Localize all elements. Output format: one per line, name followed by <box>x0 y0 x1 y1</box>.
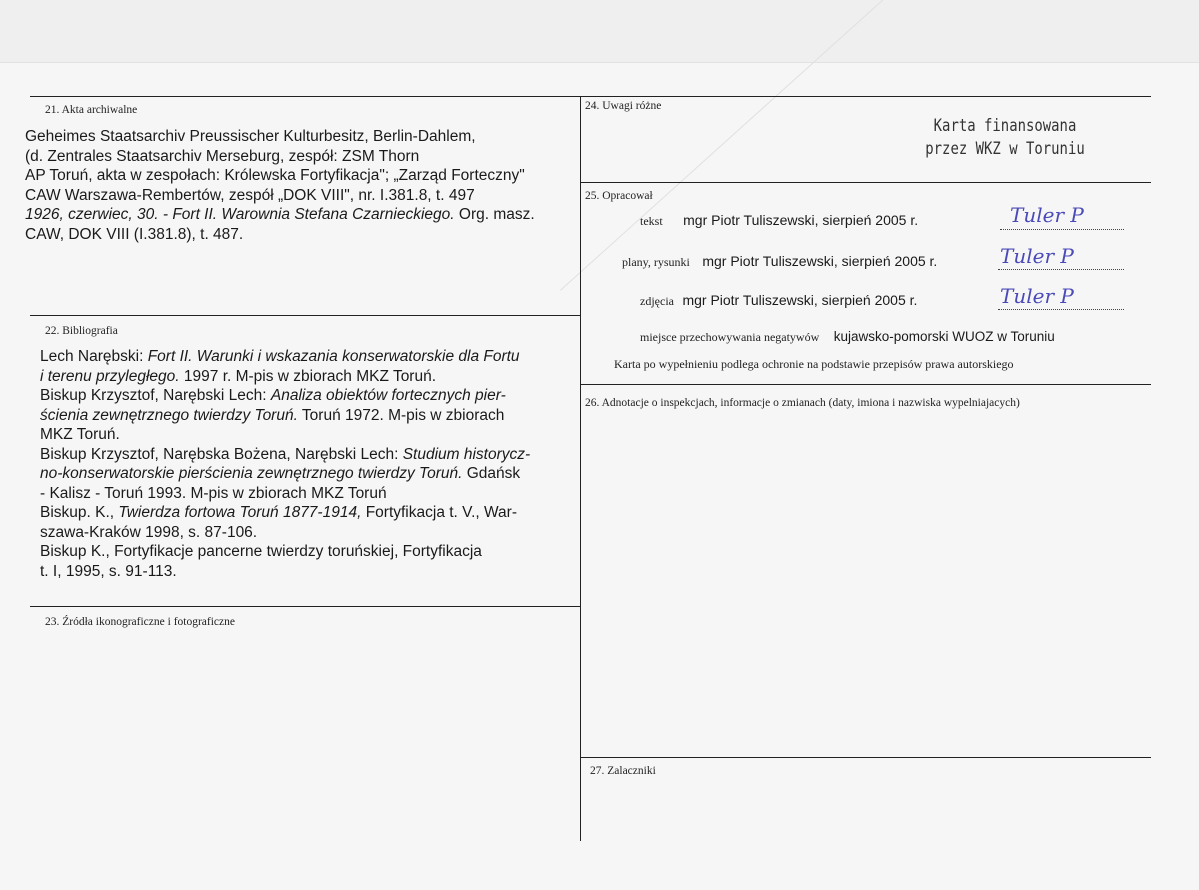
row-value: mgr Piotr Tuliszewski, sierpień 2005 r. <box>702 253 938 269</box>
bib-details: Fortyfikacja t. V., War- <box>361 504 517 521</box>
bib-line-8: - Kalisz - Toruń 1993. M-pis w zbiorach MKZ Toruń <box>40 484 387 502</box>
author-row-plans <box>622 253 937 271</box>
section-23-label: 23. Źródła ikonograficzne i fotograficzne <box>45 616 235 628</box>
archive-line-4: CAW Warszawa-Rembertów, zespół „DOK VIII", nr. I.381.8, t. 497 <box>25 186 475 204</box>
row-label: zdjęcia <box>640 294 674 308</box>
bib-line-9 <box>40 503 530 523</box>
bib-title: Twierdza fortowa Toruń 1877-1914, <box>118 504 362 521</box>
bib-author: Biskup Krzysztof, Narębski Lech: <box>40 387 271 404</box>
bib-details: 1997 r. M-pis w zbiorach MKZ Toruń. <box>179 367 437 385</box>
archive-line-5-rest: Org. masz. <box>454 206 535 223</box>
bib-author: Biskup. K., <box>40 504 119 521</box>
negatives-row <box>640 328 1055 346</box>
column-divider <box>580 96 581 841</box>
archive-line-5 <box>25 205 535 225</box>
bib-title: Studium historycz- <box>402 445 531 463</box>
bib-line-10: szawa-Kraków 1998, s. 87-106. <box>40 523 258 541</box>
row-value: mgr Piotr Tuliszewski, sierpień 2005 r. <box>683 212 919 228</box>
archive-line-2: (d. Zentrales Staatsarchiv Merseburg, zespół: ZSM Thorn <box>25 147 420 165</box>
archive-line-3: AP Toruń, akta w zespołach: Królewska Fortyfikacja"; „Zarząd Forteczny" <box>25 167 525 184</box>
bib-title: i terenu przyległego. <box>40 367 180 385</box>
bib-line-12: t. I, 1995, s. 91-113. <box>40 562 177 580</box>
signature: Tuler P <box>1000 284 1074 308</box>
rule-24-25 <box>580 182 1151 183</box>
rule-21-22 <box>30 315 580 316</box>
signature: Tuler P <box>1000 244 1074 268</box>
bib-line-1 <box>40 347 530 367</box>
archive-line-5-italic: 1926, czerwiec, 30. - Fort II. Warownia Stefana Czarnieckiego. <box>25 206 455 223</box>
archive-line-6: CAW, DOK VIII (I.381.8), t. 487. <box>25 225 244 243</box>
bib-details: Toruń 1972. M-pis w zbiorach <box>297 406 505 424</box>
stamp-line-1: Karta finansowana <box>933 116 1077 136</box>
rule-26-27 <box>580 757 1151 758</box>
bib-title: Fort II. Warunki i wskazania konserwatorskie dla Fortu <box>147 348 520 365</box>
row-label: tekst <box>640 214 663 228</box>
row-value: mgr Piotr Tuliszewski, sierpień 2005 r. <box>682 292 918 308</box>
copyright-note: Karta po wypełnieniu podlega ochronie na podstawie przepisów prawa autorskiego <box>614 357 1014 371</box>
author-row-photos <box>640 292 917 310</box>
signature: Tuler P <box>1010 203 1084 227</box>
top-margin-band <box>0 0 1199 63</box>
bib-line-3 <box>40 386 530 406</box>
funding-stamp <box>923 115 1087 161</box>
bib-title: no-konserwatorskie pierścienia zewnętrznego twierdzy Toruń. <box>40 465 463 482</box>
signature-line <box>998 269 1124 270</box>
section-21-content <box>25 127 535 244</box>
bib-line-7 <box>40 464 530 484</box>
bib-title: Analiza obiektów fortecznych pier- <box>270 387 506 404</box>
bib-line-2 <box>40 367 530 387</box>
section-22-label: 22. Bibliografia <box>45 325 118 337</box>
bib-line-5: MKZ Toruń. <box>40 426 120 443</box>
author-row-text <box>640 212 918 230</box>
bib-details: Gdańsk <box>462 465 521 482</box>
rule-25-26 <box>580 384 1151 385</box>
negatives-value: kujawsko-pomorski WUOZ w Toruniu <box>833 329 1055 344</box>
section-25-label: 25. Opracował <box>585 190 653 202</box>
archive-line-1: Geheimes Staatsarchiv Preussischer Kulturbesitz, Berlin-Dahlem, <box>25 128 476 145</box>
signature-line <box>1000 229 1124 230</box>
bib-line-4 <box>40 406 530 426</box>
signature-line <box>998 309 1124 310</box>
stamp-line-2: przez WKZ w Toruniu <box>925 139 1085 159</box>
section-26-label: 26. Adnotacje o inspekcjach, informacje o zmianach (daty, imiona i nazwiska wypelniajacych) <box>585 397 1020 409</box>
section-21-label: 21. Akta archiwalne <box>45 104 138 116</box>
rule-22-23 <box>30 606 580 607</box>
section-24-label: 24. Uwagi różne <box>585 100 662 112</box>
bib-line-6 <box>40 445 530 465</box>
bib-author: Lech Narębski: <box>40 348 148 365</box>
row-label: plany, rysunki <box>622 255 690 269</box>
section-27-label: 27. Zalaczniki <box>590 765 656 777</box>
bib-line-11: Biskup K., Fortyfikacje pancerne twierdzy toruńskiej, Fortyfikacja <box>40 543 482 560</box>
bib-title: ścienia zewnętrznego twierdzy Toruń. <box>40 406 298 424</box>
bib-author: Biskup Krzysztof, Narębska Bożena, Narębski Lech: <box>40 445 403 463</box>
negatives-label: miejsce przechowywania negatywów <box>640 330 820 344</box>
section-22-content <box>40 347 530 581</box>
top-rule <box>30 96 1151 97</box>
